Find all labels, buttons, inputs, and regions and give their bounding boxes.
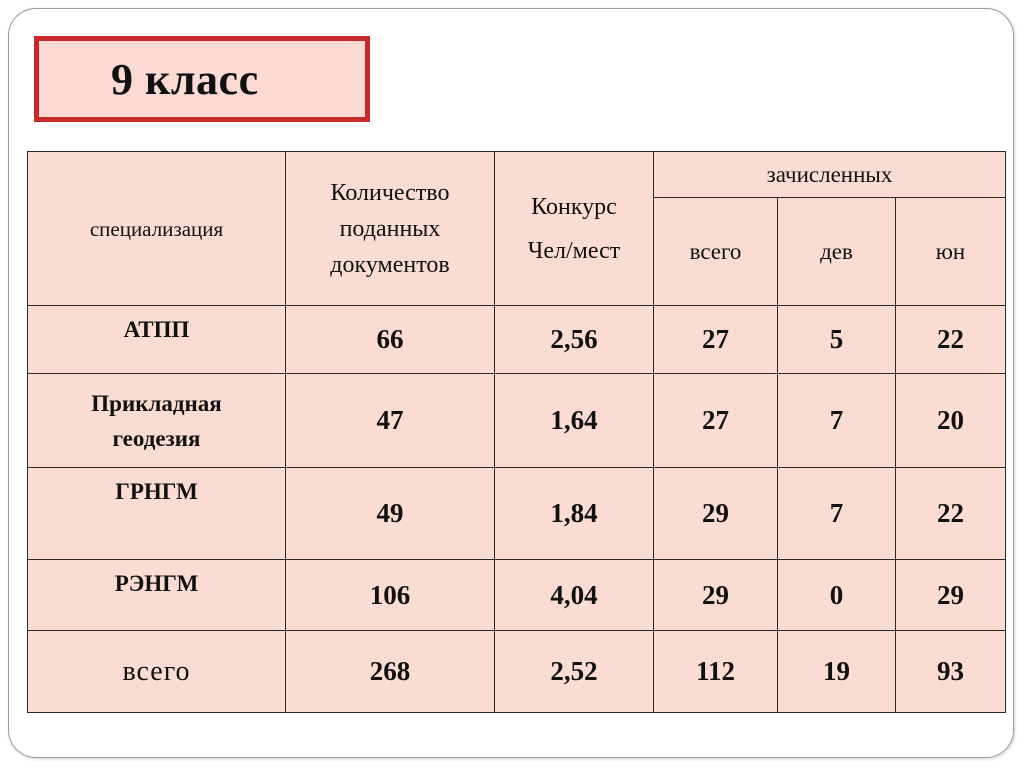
summary-competition: 2,52 — [495, 631, 654, 713]
header-boys: юн — [896, 198, 1006, 306]
row-girls: 7 — [778, 374, 896, 468]
header-applications-line3: документов — [330, 251, 450, 278]
header-competition-line1: Конкурс — [531, 193, 617, 220]
header-girls: дев — [778, 198, 896, 306]
header-total: всего — [654, 198, 778, 306]
table-row — [28, 560, 1006, 631]
header-applications-line2: поданных — [339, 215, 441, 242]
table-row — [28, 374, 1006, 468]
row-competition: 1,84 — [495, 468, 654, 560]
table-row — [28, 468, 1006, 560]
title-box — [34, 36, 370, 122]
header-row — [28, 152, 1006, 198]
table-row — [28, 306, 1006, 374]
row-girls: 0 — [778, 560, 896, 631]
row-boys: 29 — [896, 560, 1006, 631]
summary-applications: 268 — [286, 631, 495, 713]
row-name-line1: ГРНГМ — [115, 479, 198, 504]
summary-girls: 19 — [778, 631, 896, 713]
row-name-line1: РЭНГМ — [114, 571, 199, 596]
row-applications: 49 — [286, 468, 495, 560]
row-girls: 5 — [778, 306, 896, 374]
row-applications: 106 — [286, 560, 495, 631]
row-competition: 2,56 — [495, 306, 654, 374]
row-name — [28, 468, 286, 560]
summary-row — [28, 631, 1006, 713]
row-name — [28, 306, 286, 374]
row-total: 27 — [654, 374, 778, 468]
row-boys: 20 — [896, 374, 1006, 468]
header-applications — [286, 152, 495, 306]
row-name — [28, 560, 286, 631]
row-applications: 66 — [286, 306, 495, 374]
row-boys: 22 — [896, 306, 1006, 374]
row-total: 29 — [654, 560, 778, 631]
summary-total: 112 — [654, 631, 778, 713]
row-competition: 1,64 — [495, 374, 654, 468]
row-name-line1: Прикладная — [91, 390, 222, 416]
page-title: 9 класс — [111, 54, 259, 104]
row-boys: 22 — [896, 468, 1006, 560]
header-enrolled: зачисленных — [654, 152, 1006, 198]
header-competition — [495, 152, 654, 306]
summary-label: всего — [28, 631, 286, 713]
row-name — [28, 374, 286, 468]
header-competition-line2: Чел/мест — [527, 237, 621, 264]
row-total: 27 — [654, 306, 778, 374]
row-total: 29 — [654, 468, 778, 560]
row-girls: 7 — [778, 468, 896, 560]
row-name-line1: АТПП — [123, 317, 190, 342]
enrollment-table — [27, 151, 1006, 713]
header-applications-line1: Количество — [330, 179, 450, 206]
row-applications: 47 — [286, 374, 495, 468]
row-name-line2: геодезия — [112, 425, 201, 451]
header-specialization: специализация — [28, 152, 286, 306]
row-competition: 4,04 — [495, 560, 654, 631]
summary-boys: 93 — [896, 631, 1006, 713]
